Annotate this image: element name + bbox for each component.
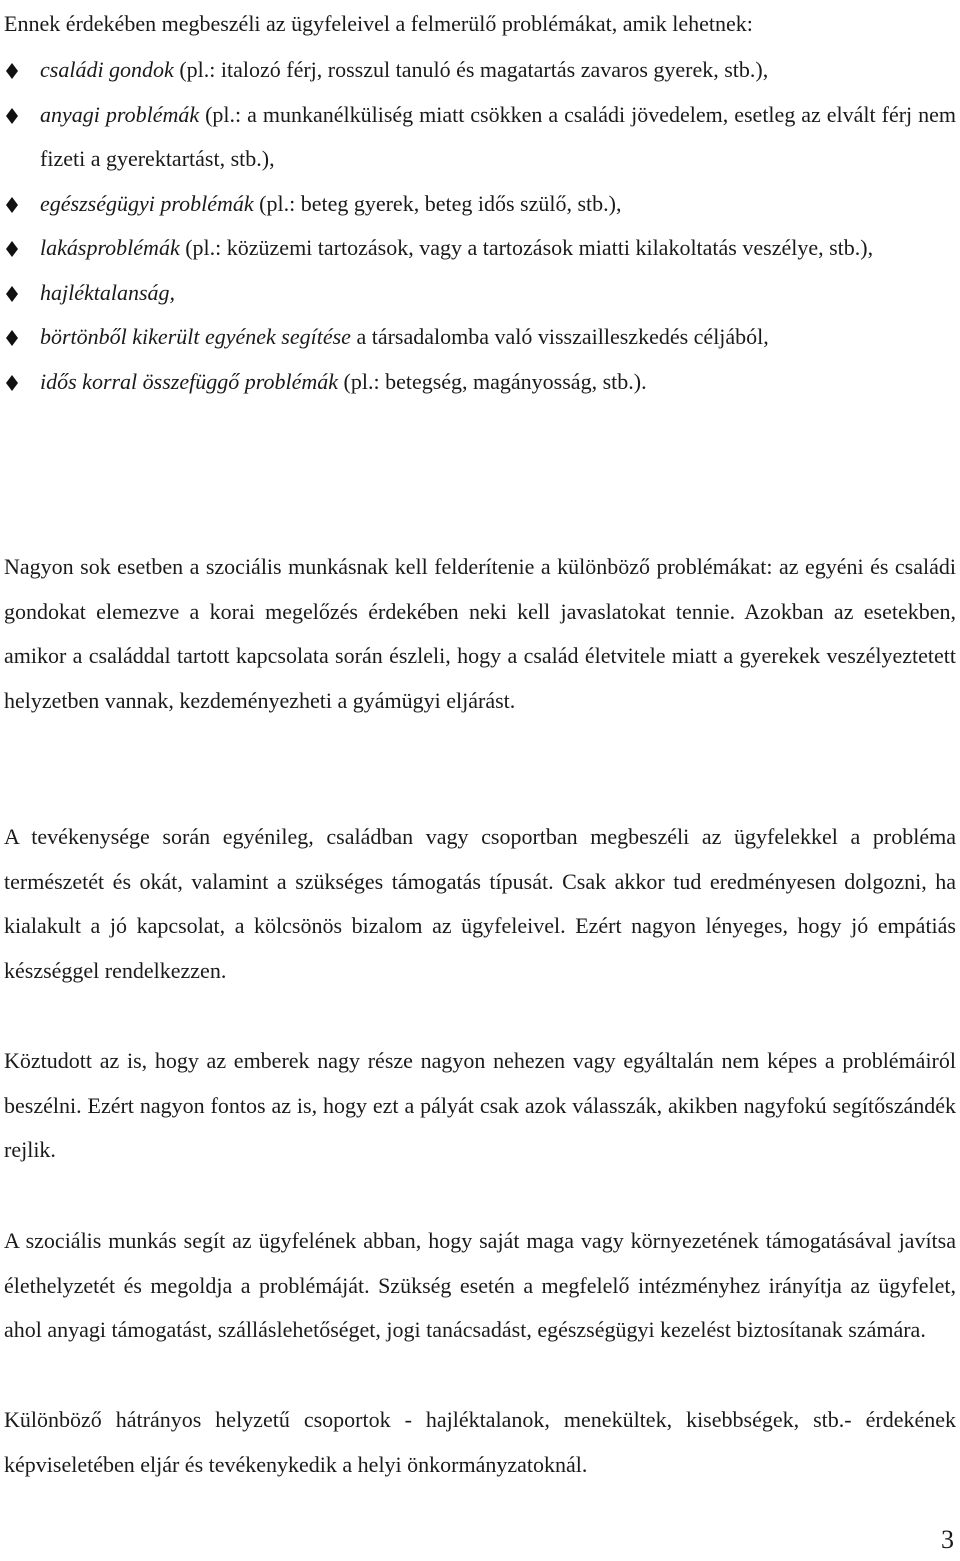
list-item-title: családi gondok (40, 57, 174, 82)
page-number: 3 (941, 1525, 954, 1554)
diamond-bullet-icon (6, 108, 18, 124)
diamond-bullet-icon (6, 330, 18, 346)
list-item-text: (pl.: közüzemi tartozások, vagy a tartozások miatti kilakoltatás veszélye, stb.), (179, 235, 874, 260)
list-item (4, 271, 956, 316)
list-item (4, 315, 956, 360)
list-item-text: (pl.: beteg gyerek, beteg idős szülő, stb.), (253, 190, 622, 216)
intro-text: Ennek érdekében megbeszéli az ügyfeleivel a felmerülő problémákat, amik lehetnek: (4, 11, 753, 36)
diamond-bullet-icon (6, 63, 18, 79)
diamond-bullet-icon (6, 197, 18, 213)
paragraph: A tevékenysége során egyénileg, családban vagy csoportban megbeszéli az ügyfelekkel a probléma természetét és okát, valamint a szükséges támogatás típusát. Csak akkor tud eredményesen dolgozni, ha kialakult a jó kapcsolat, a kölcsönös bizalom az ügyfeleivel. Ezért nagyon lényeges, hogy jó empátiás készséggel rendelkezzen. (4, 824, 956, 983)
list-item-title: idős korral összefüggő problémák (40, 368, 339, 394)
diamond-bullet-icon (6, 286, 18, 302)
problem-list (4, 48, 956, 404)
list-item-title: anyagi problémák (40, 101, 200, 127)
paragraph: A szociális munkás segít az ügyfelének abban, hogy saját maga vagy környezetének támogatásával javítsa élethelyzetét és megoldja a problémáját. Szükség esetén a megfelelő intézményhez irányítja az ügyfelet, ahol anyagi támogatást, szálláslehetőséget, jogi tanácsadást, egészségügyi kezelést biztosítanak számára. (4, 1228, 956, 1342)
list-item (4, 93, 956, 182)
list-item (4, 226, 956, 271)
list-item-text: (pl.: italozó férj, rosszul tanuló és magatartás zavaros gyerek, stb.), (173, 57, 769, 82)
diamond-bullet-icon (6, 375, 18, 391)
list-item-text: (pl.: a munkanélküliség miatt csökken a családi jövedelem, esetleg az elvált férj nem fizeti a gyerektartást, stb.), (40, 101, 956, 171)
list-item-title: börtönből kikerült egyének segítése (40, 324, 351, 349)
list-item-title: lakásproblémák (40, 235, 180, 260)
list-item (4, 360, 956, 405)
paragraph: Különböző hátrányos helyzetű csoportok - hajléktalanok, menekültek, kisebbségek, stb.- érdekének képviseletében eljár és tevékenykedik a helyi önkormányzatoknál. (4, 1407, 956, 1477)
paragraph: Köztudott az is, hogy az emberek nagy része nagyon nehezen vagy egyáltalán nem képes a problémáiról beszélni. Ezért nagyon fontos az is, hogy ezt a pályát csak azok válasszák, akikben nagyfokú segítőszándék rejlik. (4, 1048, 956, 1162)
list-item-text: (pl.: betegség, magányosság, stb.). (338, 368, 647, 394)
list-item-title: egészségügyi problémák (40, 190, 254, 216)
list-item-text: a társadalomba való visszailleszkedés céljából, (350, 324, 769, 349)
list-item-title: hajléktalanság, (40, 279, 176, 305)
diamond-bullet-icon (6, 241, 18, 257)
list-item (4, 48, 956, 93)
list-item (4, 182, 956, 227)
paragraph: Nagyon sok esetben a szociális munkásnak kell felderítenie a különböző problémákat: az egyéni és családi gondokat elemezve a korai megelőzés érdekében neki kell javaslatokat tennie. Azokban az esetekben, amikor a családdal tartott kapcsolata során észleli, hogy a család életvitele miatt a gyerekek veszélyeztetett helyzetben vannak, kezdeményezheti a gyámügyi eljárást. (4, 554, 956, 713)
